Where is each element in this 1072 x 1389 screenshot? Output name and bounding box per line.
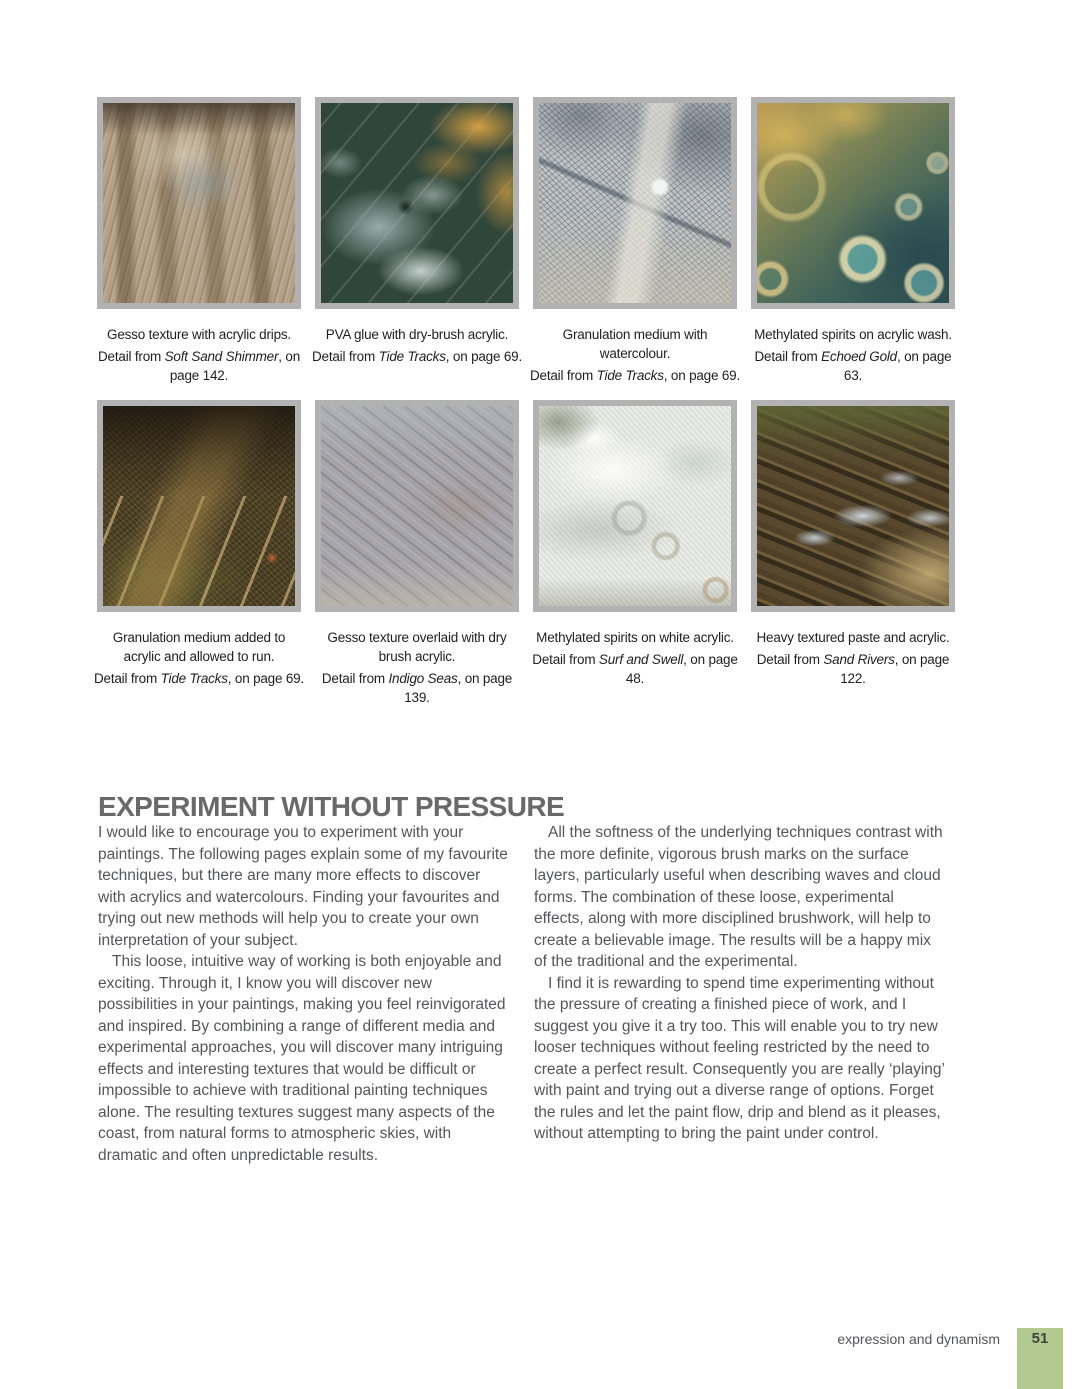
caption-detail-prefix: Detail from [93,671,161,686]
caption-detail [529,366,741,385]
caption-detail-suffix: , on page 69. [227,671,305,686]
caption-detail [311,347,523,366]
texture-figure-5 [93,400,305,688]
body-paragraph: I find it is rewarding to spend time experimenting without the pressure of creating a finished piece of work, and I suggest you give it a try too. This will enable you to try new looser techniques without feeling restricted by the need to create a perfect result. Consequently you are really ‘playing’ with paint and trying out a diverse range of options. Forget the rules and let the paint flow, drip and blend as it pleases, without attempting to bring the paint under control. [534,974,945,1142]
texture-image-gesso-dry-brush [315,400,519,612]
painting-title: Surf and Swell [598,652,684,667]
caption-detail-prefix: Detail from [529,368,597,383]
texture-figure-1 [97,97,301,385]
texture-image-methylated-wash [751,97,955,309]
caption-detail-suffix: , on page 139. [404,671,513,705]
caption-detail-suffix: , on page 63. [843,349,952,383]
painting-title: Tide Tracks [596,368,664,383]
figure-caption [529,628,741,688]
caption-description: Granulation medium added to acrylic and allowed to run. [112,630,286,664]
figure-caption [311,325,523,366]
page-number: 51 [1031,1330,1049,1347]
texture-image-granulation-watercolour [533,97,737,309]
caption-description: Gesso texture with acrylic drips. [107,327,291,342]
caption-description: Methylated spirits on white acrylic. [536,630,734,645]
caption-detail [311,669,523,707]
painting-title: Sand Rivers [823,652,895,667]
footer-section-label: expression and dynamism [837,1331,1000,1347]
texture-figure-7 [533,400,737,688]
body-column-right [534,822,946,1166]
caption-description: Methylated spirits on acrylic wash. [754,327,952,342]
figure-caption [529,325,741,385]
caption-detail-prefix: Detail from [754,349,822,364]
texture-figure-6 [315,400,519,707]
caption-detail [529,650,741,688]
painting-title: Tide Tracks [378,349,446,364]
texture-figure-2 [311,97,523,366]
texture-grid [93,97,977,705]
body-paragraph: This loose, intuitive way of working is both enjoyable and exciting. Through it, I know you will discover new possibilities in your paintings, making you feel reinvigorated and inspired. By combining a range of different media and experimental approaches, you will discover many intriguing effects and interesting textures that would be difficult or impossible to achieve with traditional painting techniques alone. The resulting textures suggest many aspects of the coast, from natural forms to atmospheric skies, with dramatic and often unpredictable results. [98,953,506,1164]
painting-title: Soft Sand Shimmer [164,349,279,364]
body-paragraph: All the softness of the underlying techniques contrast with the more definite, vigorous brush marks on the surface layers, particularly useful when describing waves and cloud forms. The combination of these loose, experimental effects, along with more disciplined brushwork, will help to create a believable image. The results will be a happy mix of the traditional and the experimental. [534,824,943,970]
texture-image-gesso-drips [97,97,301,309]
caption-detail-prefix: Detail from [321,671,389,686]
caption-detail-prefix: Detail from [532,652,599,667]
figure-caption [93,325,305,385]
caption-detail-suffix: , on page 69. [445,349,523,364]
texture-figure-8 [751,400,955,688]
texture-image-pva-glue [315,97,519,309]
caption-detail-suffix: , on page 142. [169,349,300,383]
caption-detail-suffix: , on page 122. [840,652,950,686]
figure-caption [93,628,305,688]
caption-description: Heavy textured paste and acrylic. [756,630,950,645]
article-body [98,822,947,1166]
texture-image-granulation-acrylic-run [97,400,301,612]
caption-detail-suffix: , on page 48. [625,652,738,686]
painting-title: Indigo Seas [388,671,458,686]
caption-detail-suffix: , on page 69. [663,368,741,383]
figure-caption [747,628,959,688]
figure-caption [311,628,523,707]
caption-detail-prefix: Detail from [98,349,165,364]
caption-description: Gesso texture overlaid with dry brush acrylic. [327,630,507,664]
caption-detail [93,669,305,688]
caption-detail [747,650,959,688]
texture-image-heavy-paste [751,400,955,612]
painting-title: Tide Tracks [160,671,228,686]
texture-image-methylated-white [533,400,737,612]
figure-caption [747,325,959,385]
body-column-left [98,822,510,1166]
caption-detail [93,347,305,385]
caption-detail [747,347,959,385]
body-paragraph: I would like to encourage you to experiment with your paintings. The following pages explain some of my favourite techniques, but there are many more effects to discover with acrylics and watercolours. Finding your favourites and trying out new methods will help you to create your own interpretation of your subject. [98,824,508,949]
caption-detail-prefix: Detail from [756,652,824,667]
texture-figure-4 [751,97,955,385]
caption-detail-prefix: Detail from [311,349,379,364]
texture-figure-3 [529,97,741,385]
caption-description: Granulation medium with watercolour. [562,327,708,361]
section-heading: EXPERIMENT WITHOUT PRESSURE [98,790,565,822]
page-number-tab [1017,1328,1063,1389]
caption-description: PVA glue with dry-brush acrylic. [325,327,509,342]
painting-title: Echoed Gold [821,349,897,364]
